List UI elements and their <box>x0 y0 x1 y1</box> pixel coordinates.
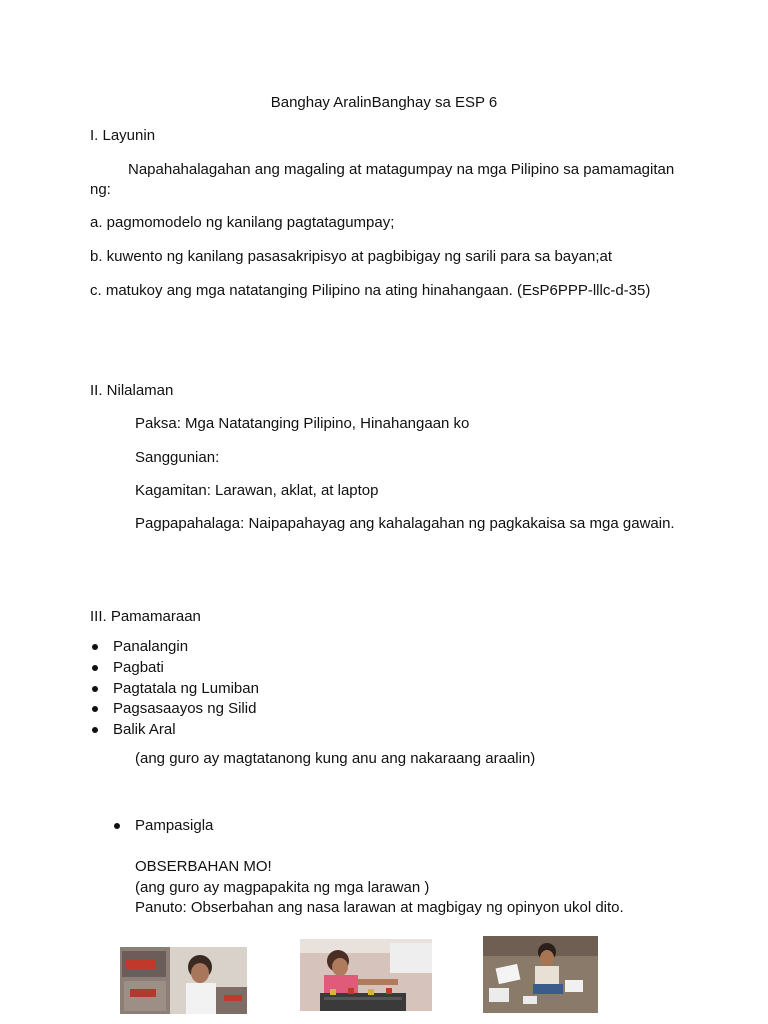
section-heading-layunin: I. Layunin <box>90 127 156 144</box>
list-item: Pagtatala ng Lumiban <box>113 680 259 697</box>
panuto-text: Panuto: Obserbahan ang nasa larawan at magbigay ng opinyon ukol dito. <box>135 899 624 916</box>
layunin-item-b: b. kuwento ng kanilang pasasakripisyo at pagbibigay ng sarili para sa bayan;at <box>90 248 612 265</box>
bullet-marker <box>92 727 98 733</box>
page-title: Banghay AralinBanghay sa ESP 6 <box>270 94 498 111</box>
section-heading-nilalaman: II. Nilalaman <box>90 382 174 399</box>
obserbahan-note: (ang guro ay magpapakita ng mga larawan ) <box>135 879 430 896</box>
photo-children-working <box>120 947 247 1014</box>
nilalaman-pagpapahalaga: Pagpapahalaga: Naipapahayag ang kahalagahan ng pagkakaisa sa mga gawain. <box>135 515 675 532</box>
list-item: Panalangin <box>113 638 189 655</box>
list-item: Pagsasaayos ng Silid <box>113 700 257 717</box>
bullet-marker <box>92 686 98 692</box>
nilalaman-paksa: Paksa: Mga Natatanging Pilipino, Hinahangaan ko <box>135 415 470 432</box>
section-heading-pamamaraan: III. Pamamaraan <box>90 608 201 625</box>
layunin-intro-line2: ng: <box>90 181 111 198</box>
list-item: Balik Aral <box>113 721 176 738</box>
bullet-marker <box>92 706 98 712</box>
pampasigla-item: Pampasigla <box>135 817 214 834</box>
obserbahan-heading: OBSERBAHAN MO! <box>135 858 272 875</box>
bullet-marker <box>114 823 120 829</box>
photo-child-papers <box>483 936 598 1013</box>
layunin-intro-line1: Napahahalagahan ang magaling at matagumpay na mga Pilipino sa pamamagitan <box>128 161 675 178</box>
list-item: Pagbati <box>113 659 164 676</box>
photo-girl-basket <box>300 939 432 1011</box>
layunin-item-a: a. pagmomodelo ng kanilang pagtatagumpay; <box>90 214 395 231</box>
layunin-item-c: c. matukoy ang mga natatanging Pilipino na ating hinahangaan. (EsP6PPP-lllc-d-35) <box>90 282 651 299</box>
nilalaman-kagamitan: Kagamitan: Larawan, aklat, at laptop <box>135 482 379 499</box>
bullet-marker <box>92 644 98 650</box>
nilalaman-sanggunian: Sanggunian: <box>135 449 220 466</box>
balik-aral-note: (ang guro ay magtatanong kung anu ang nakaraang araalin) <box>135 750 536 767</box>
bullet-marker <box>92 665 98 671</box>
